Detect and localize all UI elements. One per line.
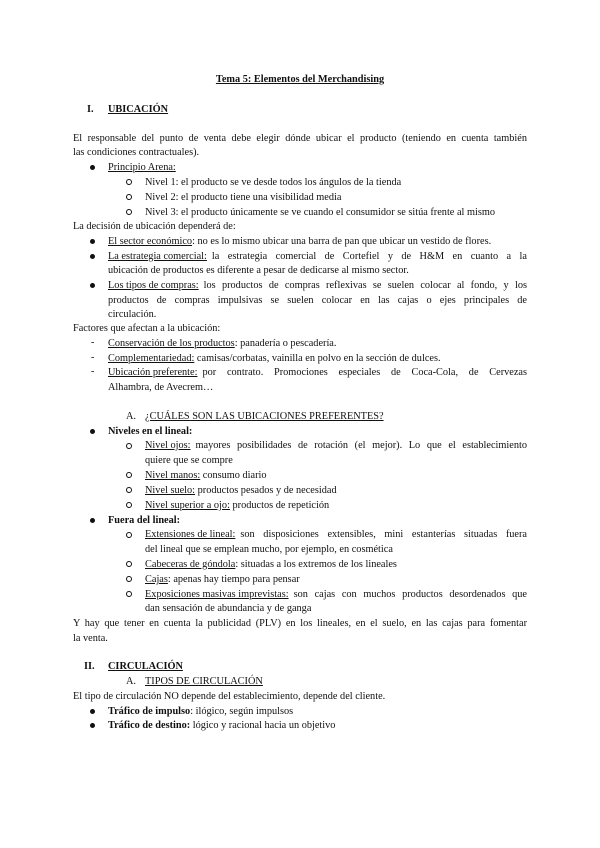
list-item-text: ubicación de productos es diferente a pesar de dedicarse al mismo sector. <box>108 265 409 276</box>
bullet-icon <box>90 709 95 714</box>
list-item-text: productos de repetición <box>229 500 330 511</box>
bullet-icon <box>90 283 95 288</box>
list-item-text: son cajas con muchos productos desordenados que <box>293 589 527 600</box>
list-item-label: Tráfico de destino: <box>108 720 191 731</box>
list-item <box>108 705 293 718</box>
list-item-text: : panadería o pescadería. <box>234 338 337 349</box>
list-item-text: son disposiciones extensibles, mini estanterías situadas fuera <box>240 529 527 540</box>
list-item-text: productos de compras impulsivas se suelen colocar en las cajas o ejes principales de <box>108 295 527 306</box>
list-item <box>108 337 336 350</box>
list-item-label: Cabeceras de góndola <box>145 559 236 570</box>
paragraph-line: El tipo de circulación NO depende del establecimiento, depende del cliente. <box>73 691 386 702</box>
bullet-icon <box>90 239 95 244</box>
list-item-text: por contrato. Promociones especiales de Coca-Cola, de Cervezas <box>202 367 527 378</box>
list-item-text: : ilógico, según impulsos <box>190 706 294 717</box>
list-item <box>145 499 329 512</box>
paragraph-line: Factores que afectan a la ubicación: <box>73 323 221 334</box>
paragraph-line: La decisión de ubicación dependerá de: <box>73 221 236 232</box>
list-item-label: Fuera del lineal: <box>108 515 181 526</box>
section-title: UBICACIÓN <box>108 104 169 115</box>
list-item-label: Conservación de los productos <box>108 338 235 349</box>
list-item-text: productos pesados y de necesidad <box>195 485 337 496</box>
list-item-text: la estrategia comercial de Cortefiel y de H&M en cuanto a la <box>211 251 527 262</box>
list-item-label: Nivel manos: <box>145 470 201 481</box>
list-item <box>145 439 527 452</box>
dash-icon: - <box>91 337 95 348</box>
list-item <box>108 366 527 379</box>
list-item-text: del lineal que se emplean mucho, por ejemplo, en cosmética <box>145 544 393 555</box>
list-item-label: El sector económico <box>108 236 193 247</box>
list-item-label: Complementariedad: <box>108 353 195 364</box>
list-item <box>108 250 527 263</box>
list-item-text: lógico y racional hacia un objetivo <box>190 720 336 731</box>
list-item <box>145 558 397 571</box>
subsection-title: TIPOS DE CIRCULACIÓN <box>145 676 263 687</box>
list-item-text: Alhambra, de Avecrem… <box>108 382 214 393</box>
circle-bullet-icon <box>126 179 132 185</box>
circle-bullet-icon <box>126 209 132 215</box>
document-title: Tema 5: Elementos del Merchandising <box>215 74 385 85</box>
circle-bullet-icon <box>126 532 132 538</box>
list-item-label: Exposiciones masivas imprevistas: <box>145 589 289 600</box>
list-item <box>145 588 527 601</box>
list-item-text: mayores posibilidades de rotación (el mejor). Lo que el establecimiento <box>195 440 527 451</box>
list-item-label: Nivel ojos: <box>145 440 191 451</box>
list-item-label: Principio Arena: <box>108 162 176 173</box>
circle-bullet-icon <box>126 472 132 478</box>
subsection-letter: A. <box>126 411 137 422</box>
bullet-icon <box>90 165 95 170</box>
section-title: CIRCULACIÓN <box>108 661 183 672</box>
subsection-title: ¿CUÁLES SON LAS UBICACIONES PREFERENTES? <box>145 411 384 422</box>
circle-bullet-icon <box>126 591 132 597</box>
bullet-icon <box>90 723 95 728</box>
list-item-label: Ubicación preferente: <box>108 367 198 378</box>
list-item <box>145 573 300 586</box>
list-item <box>108 279 527 292</box>
list-item <box>145 469 267 482</box>
circle-bullet-icon <box>126 561 132 567</box>
list-item <box>108 352 441 365</box>
dash-icon: - <box>91 366 95 377</box>
paragraph-line: Y hay que tener en cuenta la publicidad (PLV) en los lineales, en el suelo, en las cajas para fomentar <box>73 618 527 629</box>
list-item-text: consumo diario <box>200 470 267 481</box>
circle-bullet-icon <box>126 487 132 493</box>
section-number: II. <box>84 661 95 672</box>
list-item-label: Los tipos de compras: <box>108 280 199 291</box>
circle-bullet-icon <box>126 443 132 449</box>
list-item <box>108 235 491 248</box>
list-item-text: : situadas a los extremos de los lineales <box>235 559 397 570</box>
list-item-text: los productos de compras reflexivas se suelen colocar al fondo, y los <box>203 280 527 291</box>
list-item-text: circulación. <box>108 309 157 320</box>
list-item-label: Extensiones de lineal: <box>145 529 236 540</box>
paragraph-line: El responsable del punto de venta debe elegir dónde ubicar el producto (teniendo en cuenta también <box>73 133 527 144</box>
list-item-text: camisas/corbatas, vainilla en polvo en la sección de dulces. <box>194 353 441 364</box>
list-item-label: Niveles en el lineal: <box>108 426 193 437</box>
list-item <box>145 484 337 497</box>
circle-bullet-icon <box>126 194 132 200</box>
dash-icon: - <box>91 352 95 363</box>
list-item: Nivel 3: el producto únicamente se ve cuando el consumidor se sitúa frente al mismo <box>145 207 495 218</box>
paragraph-line: la venta. <box>73 633 108 644</box>
list-item-text: : apenas hay tiempo para pensar <box>167 574 300 585</box>
list-item <box>108 719 335 732</box>
list-item-label: Nivel superior a ojo: <box>145 500 230 511</box>
list-item-label: La estrategia comercial: <box>108 251 207 262</box>
paragraph-line: las condiciones contractuales). <box>73 147 200 158</box>
list-item-text: quiere que se compre <box>145 455 233 466</box>
list-item-label: Tráfico de impulso <box>108 706 191 717</box>
list-item-text: : no es lo mismo ubicar una barra de pan que ubicar un vestido de flores. <box>192 236 492 247</box>
circle-bullet-icon <box>126 502 132 508</box>
section-number: I. <box>87 104 94 115</box>
bullet-icon <box>90 429 95 434</box>
bullet-icon <box>90 254 95 259</box>
circle-bullet-icon <box>126 576 132 582</box>
list-item: Nivel 2: el producto tiene una visibilidad media <box>145 192 342 203</box>
list-item-label: Nivel suelo: <box>145 485 196 496</box>
bullet-icon <box>90 518 95 523</box>
list-item: Nivel 1: el producto se ve desde todos los ángulos de la tienda <box>145 177 402 188</box>
list-item <box>145 528 527 541</box>
list-item-text: dan sensación de abundancia y de ganga <box>145 603 312 614</box>
subsection-letter: A. <box>126 676 137 687</box>
list-item-label: Cajas <box>145 574 168 585</box>
